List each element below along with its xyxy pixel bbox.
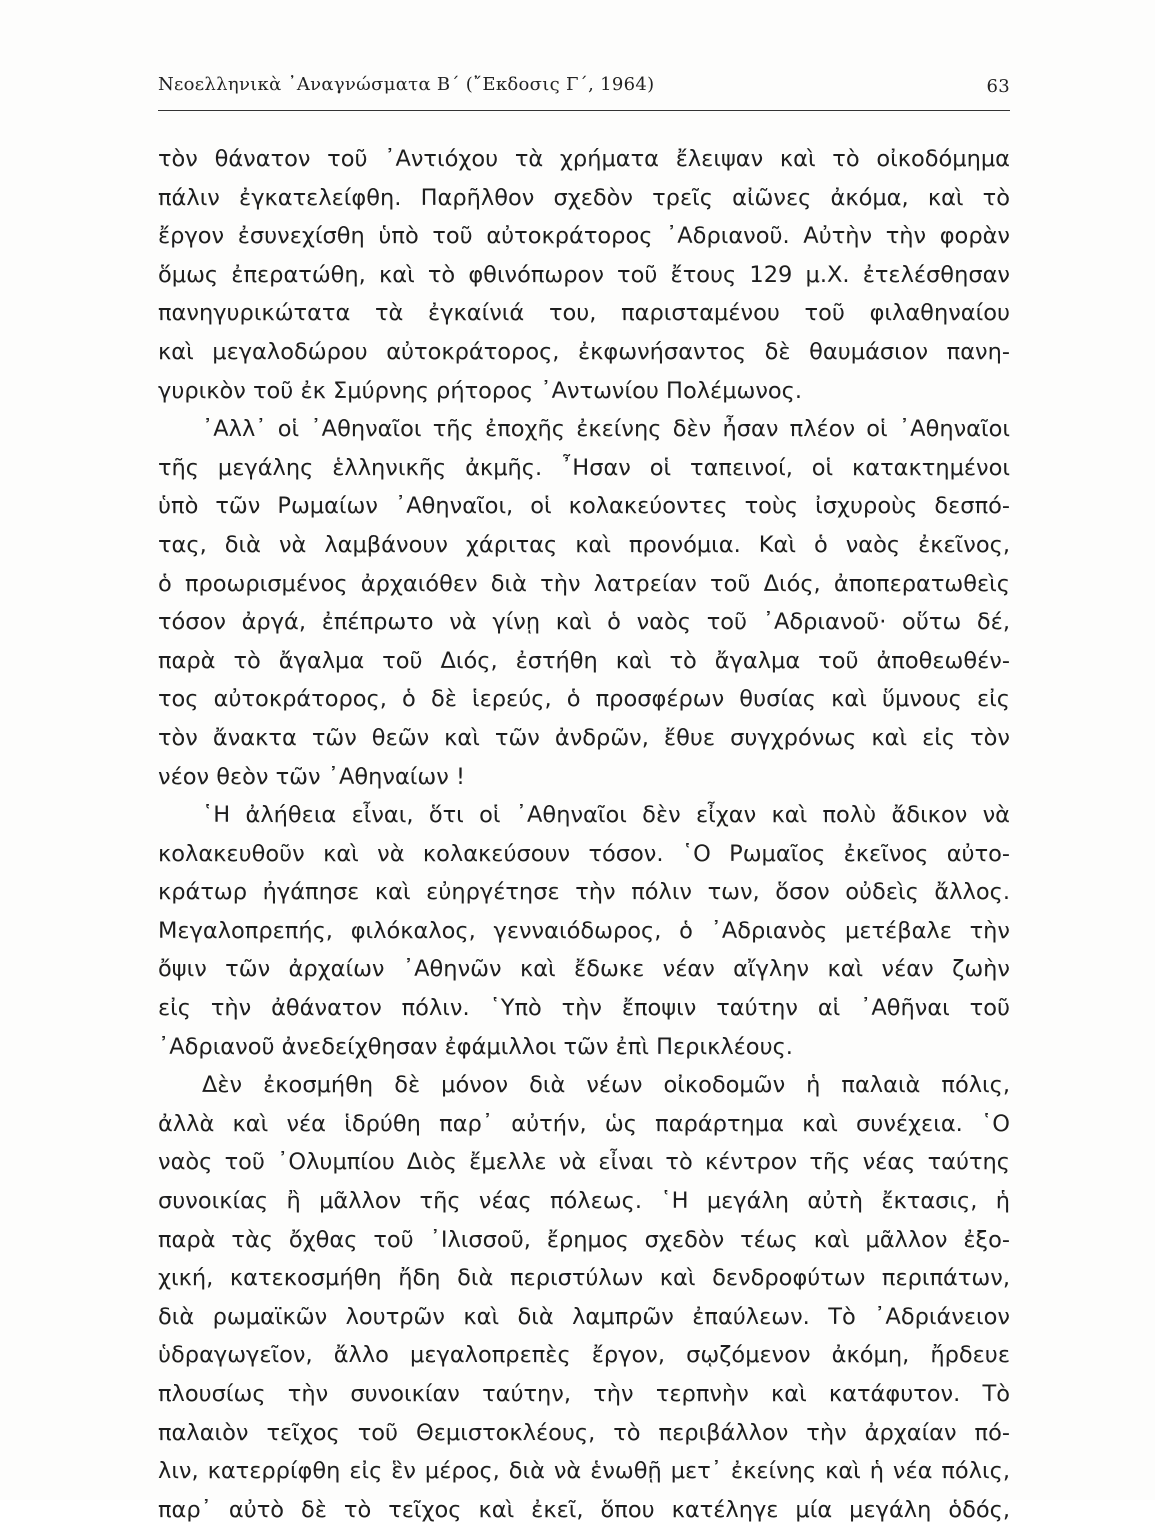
text-line: ὅμως ἐπερατώθη, καὶ τὸ φθινόπωρον τοῦ ἔτους 129 μ.Χ. ἐτελέσθησαν — [158, 261, 1010, 288]
text-line: ναὸς τοῦ ᾿Ολυμπίου Διὸς ἔμελλε νὰ εἶναι τὸ κέντρον τῆς νέας ταύτης — [158, 1149, 1010, 1176]
text-line: πλουσίως τὴν συνοικίαν ταύτην, τὴν τερπνὴν καὶ κατάφυτον. Τὸ — [158, 1381, 1010, 1407]
text-line: παλαιὸν τεῖχος τοῦ Θεμιστοκλέους, τὸ περιβάλλον τὴν ἀρχαίαν πό- — [158, 1419, 1010, 1446]
text-line: εἰς τὴν ἀθάνατον πόλιν. ῾Υπὸ τὴν ἔποψιν ταύτην αἱ ᾿Αθῆναι τοῦ — [158, 995, 1010, 1022]
text-line: ἔργον ἐσυνεχίσθη ὑπὸ τοῦ αὐτοκράτορος ᾿Αδριανοῦ. Αὐτὴν τὴν φορὰν — [158, 223, 1010, 250]
text-line: ὄψιν τῶν ἀρχαίων ᾿Αθηνῶν καὶ ἔδωκε νέαν αἴγλην καὶ νέαν ζωὴν — [158, 956, 1010, 983]
page-header — [158, 74, 1010, 102]
text-line: παρὰ τὸ ἄγαλμα τοῦ Διός, ἐστήθη καὶ τὸ ἄγαλμα τοῦ ἀποθεωθέν- — [158, 647, 1010, 674]
text-line: Δὲν ἐκοσμήθη δὲ μόνον διὰ νέων οἰκοδομῶν ἡ παλαιὰ πόλις, — [202, 1072, 1010, 1099]
paragraph — [158, 410, 1010, 796]
text-line: τὸν ἄνακτα τῶν θεῶν καὶ τῶν ἀνδρῶν, ἔθυε συγχρόνως καὶ εἰς τὸν — [158, 724, 1010, 751]
text-line: ὑπὸ τῶν Ρωμαίων ᾿Αθηναῖοι, οἱ κολακεύοντες τοὺς ἰσχυροὺς δεσπό- — [158, 493, 1010, 520]
text-line: διὰ ρωμαϊκῶν λουτρῶν καὶ διὰ λαμπρῶν ἐπαύλεων. Τὸ ᾿Αδριάνειον — [158, 1303, 1010, 1330]
running-title: Νεοελληνικὰ ᾿Αναγνώσματα Β΄ (῎Εκδοσις Γ΄, 1964) — [158, 74, 655, 95]
text-line: τας, διὰ νὰ λαμβάνουν χάριτας καὶ προνόμια. Καὶ ὁ ναὸς ἐκεῖνος, — [158, 531, 1010, 558]
paragraph — [158, 140, 1010, 410]
text-line: κράτωρ ἠγάπησε καὶ εὐηργέτησε τὴν πόλιν των, ὅσον οὐδεὶς ἄλλος. — [158, 879, 1010, 906]
text-line: γυρικὸν τοῦ ἐκ Σμύρνης ρήτορος ᾿Αντωνίου Πολέμωνος. — [158, 377, 803, 404]
paragraph — [158, 796, 1010, 1066]
text-line: ᾿Αδριανοῦ ἀνεδείχθησαν ἐφάμιλλοι τῶν ἐπὶ Περικλέους. — [158, 1033, 793, 1060]
text-line: παρ᾿ αὐτὸ δὲ τὸ τεῖχος καὶ ἐκεῖ, ὅπου κατέληγε μία μεγάλη ὁδός, — [158, 1496, 1010, 1523]
paragraph — [158, 1066, 1010, 1529]
text-line: λιν, κατερρίφθη εἰς ἓν μέρος, διὰ νὰ ἑνωθῇ μετ᾿ ἐκείνης καὶ ἡ νέα πόλις, — [158, 1458, 1010, 1485]
text-line: πανηγυρικώτατα τὰ ἐγκαίνιά του, παρισταμένου τοῦ φιλαθηναίου — [158, 300, 1010, 327]
text-line: ῾Η ἀλήθεια εἶναι, ὅτι οἱ ᾿Αθηναῖοι δὲν εἶχαν καὶ πολὺ ἄδικον νὰ — [202, 802, 1010, 829]
text-line: παρὰ τὰς ὄχθας τοῦ ᾿Ιλισσοῦ, ἔρημος σχεδὸν τέως καὶ μᾶλλον ἐξο- — [158, 1226, 1010, 1253]
text-line: καὶ μεγαλοδώρου αὐτοκράτορος, ἐκφωνήσαντος δὲ θαυμάσιον πανη- — [158, 338, 1010, 365]
text-line: τόσον ἀργά, ἐπέπρωτο νὰ γίνῃ καὶ ὁ ναὸς τοῦ ᾿Αδριανοῦ· οὕτω δέ, — [158, 609, 1010, 636]
text-line: ἀλλὰ καὶ νέα ἱδρύθη παρ᾿ αὐτήν, ὡς παράρτημα καὶ συνέχεια. ῾Ο — [158, 1110, 1010, 1137]
text-line: νέον θεὸν τῶν ᾿Αθηναίων ! — [158, 763, 466, 790]
text-line: ὑδραγωγεῖον, ἄλλο μεγαλοπρεπὲς ἔργον, σῳζόμενον ἀκόμη, ἤρδευε — [158, 1342, 1010, 1369]
page-number: 63 — [986, 76, 1010, 97]
text-line: Μεγαλοπρεπής, φιλόκαλος, γενναιόδωρος, ὁ ᾿Αδριανὸς μετέβαλε τὴν — [158, 917, 1010, 944]
text-line: τος αὐτοκράτορος, ὁ δὲ ἱερεύς, ὁ προσφέρων θυσίας καὶ ὕμνους εἰς — [158, 686, 1010, 713]
text-line: ᾿Αλλ᾿ οἱ ᾿Αθηναῖοι τῆς ἐποχῆς ἐκείνης δὲν ἦσαν πλέον οἱ ᾿Αθηναῖοι — [202, 416, 1010, 443]
body-text — [158, 140, 1010, 1529]
text-line: τῆς μεγάλης ἑλληνικῆς ἀκμῆς. ῏Ησαν οἱ ταπεινοί, οἱ κατακτημένοι — [158, 454, 1010, 481]
text-line: συνοικίας ἢ μᾶλλον τῆς νέας πόλεως. ῾Η μεγάλη αὐτὴ ἔκτασις, ἡ — [158, 1188, 1010, 1215]
text-line: χική, κατεκοσμήθη ἤδη διὰ περιστύλων καὶ δενδροφύτων περιπάτων, — [158, 1265, 1010, 1292]
text-line: πάλιν ἐγκατελείφθη. Παρῆλθον σχεδὸν τρεῖς αἰῶνες ἀκόμα, καὶ τὸ — [158, 184, 1010, 211]
header-rule — [158, 110, 1010, 111]
text-line: κολακευθοῦν καὶ νὰ κολακεύσουν τόσον. ῾Ο Ρωμαῖος ἐκεῖνος αὐτο- — [158, 840, 1010, 867]
text-line: τὸν θάνατον τοῦ ᾿Αντιόχου τὰ χρήματα ἔλειψαν καὶ τὸ οἰκοδόμημα — [158, 146, 1010, 172]
text-line: ὁ προωρισμένος ἀρχαιόθεν διὰ τὴν λατρείαν τοῦ Διός, ἀποπερατωθεὶς — [158, 570, 1010, 597]
